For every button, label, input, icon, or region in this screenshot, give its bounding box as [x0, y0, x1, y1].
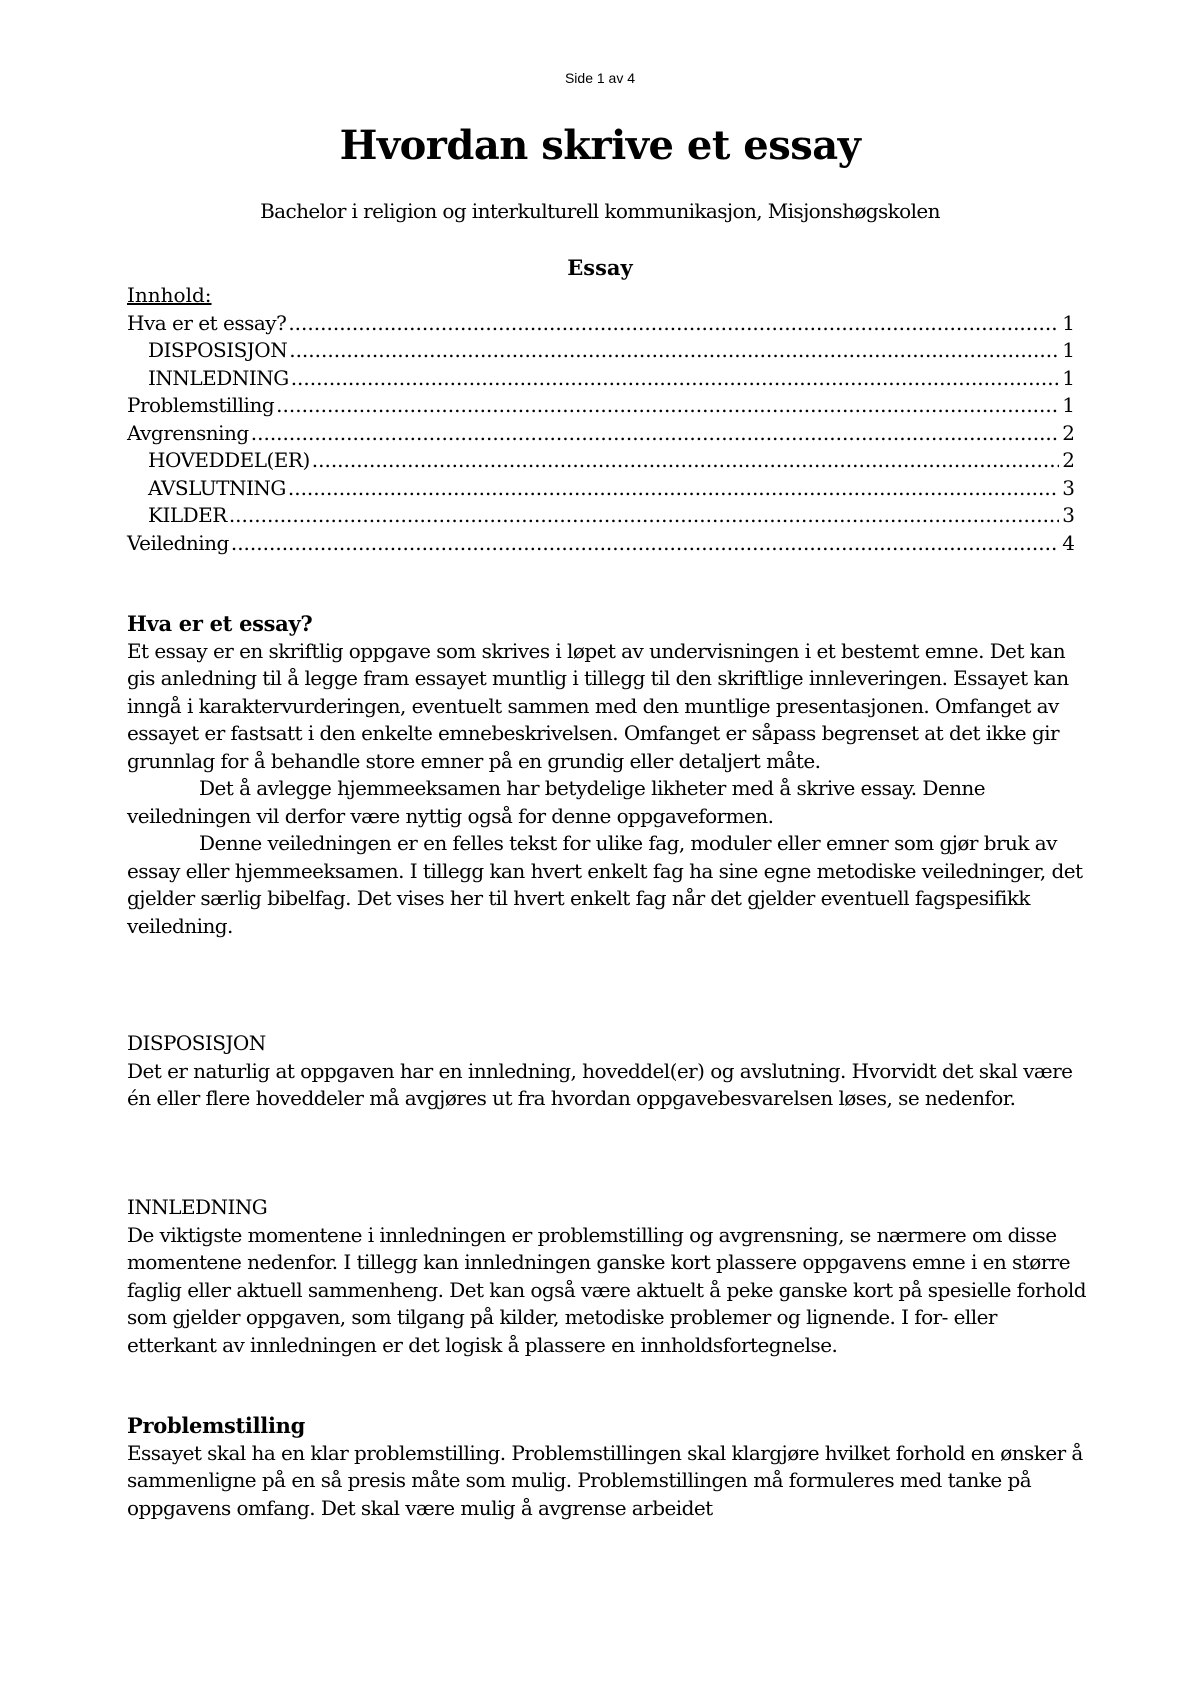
toc-entry-page: 2	[1062, 448, 1075, 472]
section-heading: Problemstilling	[127, 1413, 305, 1438]
toc-entry[interactable]	[127, 392, 1075, 420]
toc-leader-dots	[229, 502, 1059, 530]
toc-entry-label: HOVEDDEL(ER)	[148, 448, 310, 472]
toc-entry-label: Hva er et essay?	[127, 310, 287, 335]
section-innledning	[127, 1194, 1087, 1359]
toc-leader-dots	[312, 447, 1060, 475]
section-hva-er-et-essay	[127, 610, 1087, 940]
section-disposisjon	[127, 1030, 1087, 1113]
toc-entry[interactable]	[127, 475, 1075, 503]
toc-title: Innhold:	[127, 283, 212, 307]
paragraph: Denne veiledningen er en felles tekst for ulike fag, moduler eller emner som gjør bruk av essay eller hjemmeeksamen. I tillegg kan hvert enkelt fag ha sine egne metodiske veiledninger, det gjelder særlig bibelfag. Det vises her til hvert enkelt fag når det gjelder eventuell fagspesifikk veiledning.	[127, 831, 1083, 938]
section-heading: Hva er et essay?	[127, 611, 313, 636]
document-title: Hvordan skrive et essay	[339, 122, 861, 169]
toc-entry[interactable]	[127, 502, 1075, 530]
toc-entry-label: KILDER	[148, 503, 227, 527]
paragraph: Det er naturlig at oppgaven har en innledning, hoveddel(er) og avslutning. Hvorvidt det skal være én eller flere hoveddeler må avgjøres ut fra hvordan oppgavebesvarelsen løses, se nedenfor.	[127, 1058, 1073, 1110]
toc-entry-page: 1	[1062, 338, 1075, 362]
toc-entry-page: 1	[1062, 310, 1075, 335]
toc-entry[interactable]	[127, 530, 1075, 558]
toc-leader-dots	[231, 530, 1059, 558]
toc-leader-dots	[289, 337, 1059, 365]
toc-entry[interactable]	[127, 447, 1075, 475]
document-subtitle: Bachelor i religion og interkulturell kommunikasjon, Misjonshøgskolen	[260, 199, 940, 223]
essay-heading: Essay	[567, 255, 633, 280]
paragraph: Essayet skal ha en klar problemstilling. Problemstillingen skal klargjøre hvilket forhold en ønsker å sammenligne på en så presis måte som mulig. Problemstillingen må formuleres med tanke på oppgavens omfang. Det skal være mulig å avgrense arbeidet	[127, 1440, 1083, 1520]
section-problemstilling	[127, 1412, 1087, 1522]
toc-entry-page: 1	[1062, 393, 1075, 417]
toc-entry-label: Avgrensning	[127, 420, 249, 445]
table-of-contents	[127, 282, 1075, 557]
toc-entry-label: Veiledning	[127, 530, 229, 555]
toc-entry-label: INNLEDNING	[148, 365, 289, 390]
toc-entry[interactable]	[127, 365, 1075, 393]
paragraph: Et essay er en skriftlig oppgave som skrives i løpet av undervisningen i et bestemt emne. Det kan gis anledning til å legge fram essayet muntlig i tillegg til den skriftlige innleveringen. Essayet kan inngå i karaktervurderingen, eventuelt sammen med den muntlige presentasjonen. Omfanget av essayet er fastsatt i den enkelte emnebeskrivelsen. Omfanget er såpass begrenset at det ikke gir grunnlag for å behandle store emner på en grundig eller detaljert måte.	[127, 638, 1069, 773]
toc-entry-page: 3	[1062, 475, 1075, 500]
toc-entry[interactable]	[127, 310, 1075, 338]
toc-leader-dots	[288, 310, 1059, 338]
toc-entry-page: 2	[1062, 420, 1075, 445]
toc-leader-dots	[291, 365, 1060, 393]
toc-entry-page: 3	[1062, 503, 1075, 527]
toc-entry[interactable]	[127, 420, 1075, 448]
toc-leader-dots	[288, 475, 1059, 503]
toc-entry-page: 4	[1062, 530, 1075, 555]
paragraph: De viktigste momentene i innledningen er problemstilling og avgrensning, se nærmere om disse momentene nedenfor. I tillegg kan innledningen ganske kort plassere oppgavens emne i en større faglig eller aktuell sammenheng. Det kan også være aktuelt å peke ganske kort på spesielle forhold som gjelder oppgaven, som tilgang på kilder, metodiske problemer og lignende. I for- eller etterkant av innledningen er det logisk å plassere en innholdsfortegnelse.	[127, 1222, 1086, 1357]
toc-entry-label: Problemstilling	[127, 393, 275, 417]
paragraph: Det å avlegge hjemmeeksamen har betydelige likheter med å skrive essay. Denne veiledningen vil derfor være nyttig også for denne oppgaveformen.	[127, 776, 986, 828]
toc-entry-label: DISPOSISJON	[148, 338, 288, 362]
page-number: Side 1 av 4	[564, 70, 636, 86]
toc-entry-page: 1	[1062, 365, 1075, 390]
toc-entry[interactable]	[127, 337, 1075, 365]
section-heading: DISPOSISJON	[127, 1031, 266, 1055]
toc-entry-label: AVSLUTNING	[148, 475, 286, 500]
toc-leader-dots	[251, 420, 1060, 448]
section-heading: INNLEDNING	[127, 1195, 268, 1219]
toc-leader-dots	[276, 392, 1059, 420]
